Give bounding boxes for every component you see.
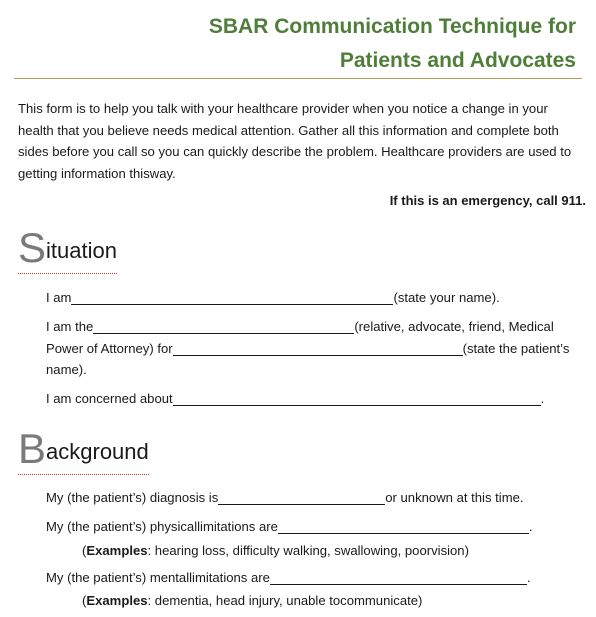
state-name-label: (state your name). [393, 290, 500, 305]
situation-heading [18, 224, 117, 274]
line-concerned [46, 388, 544, 409]
situation-heading-rest: ituation [46, 238, 117, 263]
line-name [46, 359, 87, 380]
concerned-end: . [540, 391, 545, 406]
mental-end: . [526, 570, 531, 585]
title-divider [14, 78, 582, 79]
line-poa [46, 338, 569, 359]
situation-heading-initial: S [18, 224, 47, 271]
relationship-blank[interactable] [93, 319, 354, 334]
line-diagnosis [46, 487, 524, 508]
name-label: name). [46, 362, 87, 377]
mental-label: My (the patient’s) mentallimitations are [46, 570, 270, 585]
diagnosis-blank[interactable] [218, 490, 385, 505]
patient-name-blank[interactable] [173, 341, 463, 356]
poa-label: Power of Attorney) for [46, 341, 173, 356]
concern-blank[interactable] [173, 391, 541, 406]
mental-examples-label: Examples [86, 593, 148, 608]
background-heading-initial: B [18, 425, 47, 472]
title-line-1: SBAR Communication Technique for [208, 15, 576, 38]
form-title [209, 10, 576, 78]
physical-examples: (Examples: hearing loss, difficulty walking, swallowing, poorvision) [82, 543, 469, 558]
your-name-blank[interactable] [71, 290, 393, 305]
i-am-the-label: I am the [46, 319, 94, 334]
unknown-label: or unknown at this time. [385, 490, 524, 505]
physical-examples-text: : hearing loss, difficulty walking, swallowing, poorvision) [147, 543, 469, 558]
i-am-label: I am [46, 290, 72, 305]
mental-limitations-blank[interactable] [270, 570, 527, 585]
relative-options-label: (relative, advocate, friend, Medical [354, 319, 554, 334]
physical-limitations-blank[interactable] [278, 519, 529, 534]
line-i-am [46, 287, 500, 308]
physical-end: . [528, 519, 533, 534]
line-mental [46, 567, 531, 588]
physical-label: My (the patient’s) physicallimitations are [46, 519, 278, 534]
title-line-2: Patients and Advocates [339, 49, 576, 72]
emergency-note: If this is an emergency, call 911. [389, 193, 586, 208]
mental-examples: (Examples: dementia, head injury, unable tocommunicate) [82, 593, 423, 608]
line-i-am-the [46, 316, 554, 337]
mental-examples-text: : dementia, head injury, unable tocommunicate) [147, 593, 423, 608]
physical-examples-label: Examples [86, 543, 148, 558]
background-heading-rest: ackground [46, 439, 149, 464]
state-patient-label: (state the patient’s [462, 341, 570, 356]
line-physical [46, 516, 533, 537]
intro-paragraph: This form is to help you talk with your healthcare provider when you notice a change in your health that you believe needs medical attention. Gather all this information and complete both sides before you call so you can quickly describe the problem. Healthcare providers are used to getting information thisway. [18, 101, 572, 181]
background-heading [18, 425, 149, 475]
concerned-label: I am concerned about [46, 391, 173, 406]
diagnosis-label: My (the patient’s) diagnosis is [46, 490, 219, 505]
